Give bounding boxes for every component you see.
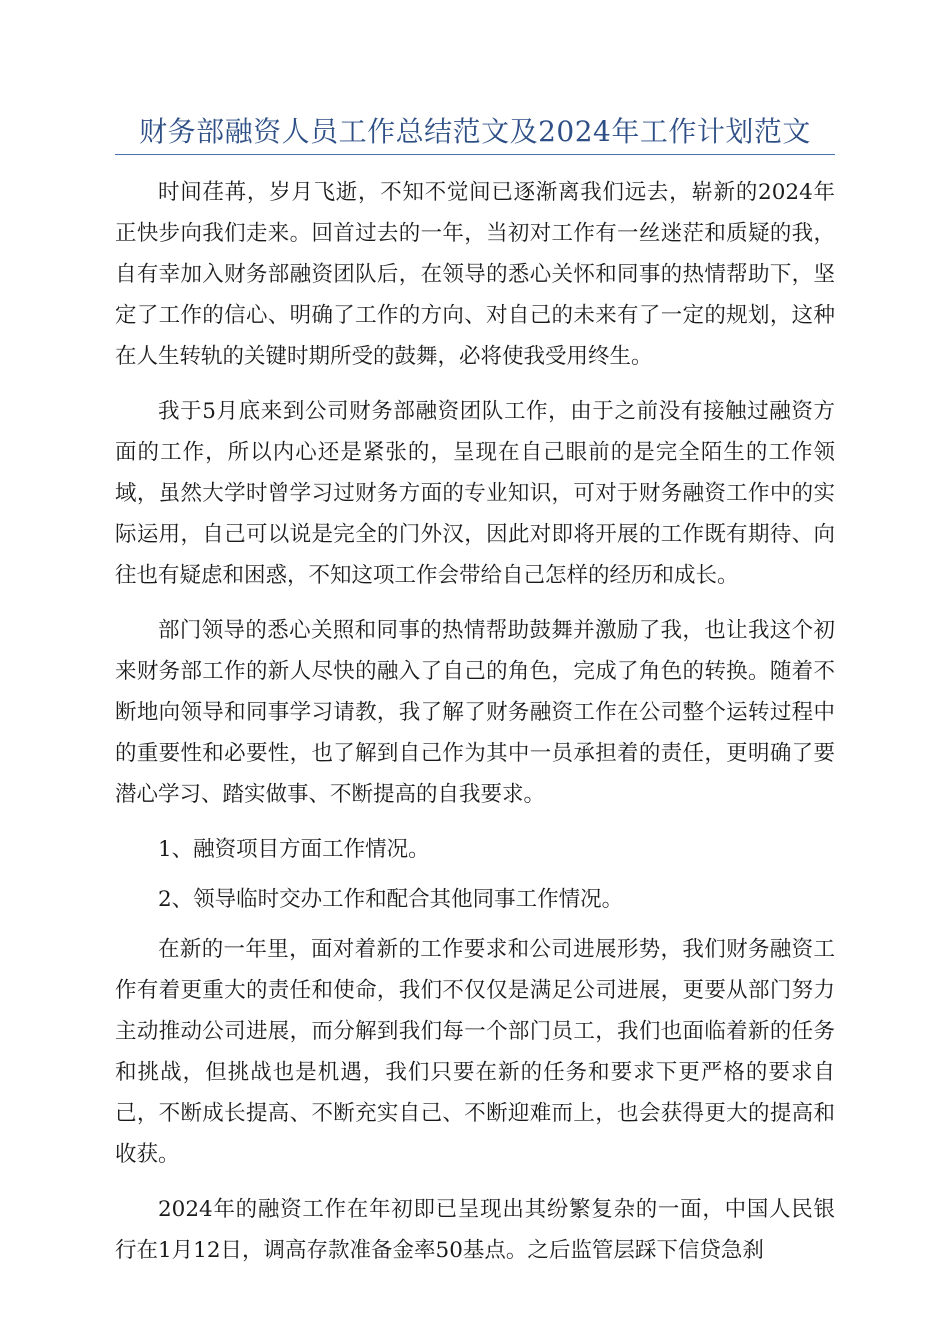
paragraph-new-year: 在新的一年里，面对着新的工作要求和公司进展形势，我们财务融资工作有着更重大的责任和使命，我们不仅仅是满足公司进展，更要从部门努力主动推动公司进展，而分解到我们每一个部门员工，我们也面临着新的任务和挑战，但挑战也是机遇，我们只要在新的任务和要求下更严格的要求自己，不断成长提高、不断充实自己、不断迎难而上，也会获得更大的提高和收获。: [115, 937, 835, 1167]
list-item-financing-projects: 1、融资项目方面工作情况。: [158, 837, 430, 862]
paragraph-intro: 时间荏苒，岁月飞逝，不知不觉间已逐渐离我们远去，崭新的2024年正快步向我们走来。回首过去的一年，当初对工作有一丝迷茫和质疑的我，自有幸加入财务部融资团队后，在领导的悉心关怀和同事的热情帮助下，坚定了工作的信心、明确了工作的方向、对自己的未来有了一定的规划，这种在人生转轨的关键时期所受的鼓舞，必将使我受用终生。: [115, 180, 835, 369]
list-item-temporary-tasks: 2、领导临时交办工作和配合其他同事工作情况。: [158, 887, 624, 912]
paragraph-joining: 我于5月底来到公司财务部融资团队工作，由于之前没有接触过融资方面的工作，所以内心还是紧张的，呈现在自己眼前的是完全陌生的工作领域，虽然大学时曾学习过财务方面的专业知识，可对于财务融资工作中的实际运用，自己可以说是完全的门外汉，因此对即将开展的工作既有期待、向往也有疑虑和困惑，不知这项工作会带给自己怎样的经历和成长。: [115, 399, 835, 588]
document-body: [115, 172, 835, 1285]
document-title: 财务部融资人员工作总结范文及2024年工作计划范文: [139, 115, 811, 148]
paragraph-support: 部门领导的悉心关照和同事的热情帮助鼓舞并激励了我，也让我这个初来财务部工作的新人尽快的融入了自己的角色，完成了角色的转换。随着不断地向领导和同事学习请教，我了解了财务融资工作在公司整个运转过程中的重要性和必要性，也了解到自己作为其中一员承担着的责任，更明确了要潜心学习、踏实做事、不断提高的自我要求。: [115, 618, 835, 807]
paragraph-2024-outlook: 2024年的融资工作在年初即已呈现出其纷繁复杂的一面，中国人民银行在1月12日，调高存款准备金率50基点。之后监管层踩下信贷急刹: [115, 1197, 835, 1263]
title-underline: [115, 154, 835, 155]
